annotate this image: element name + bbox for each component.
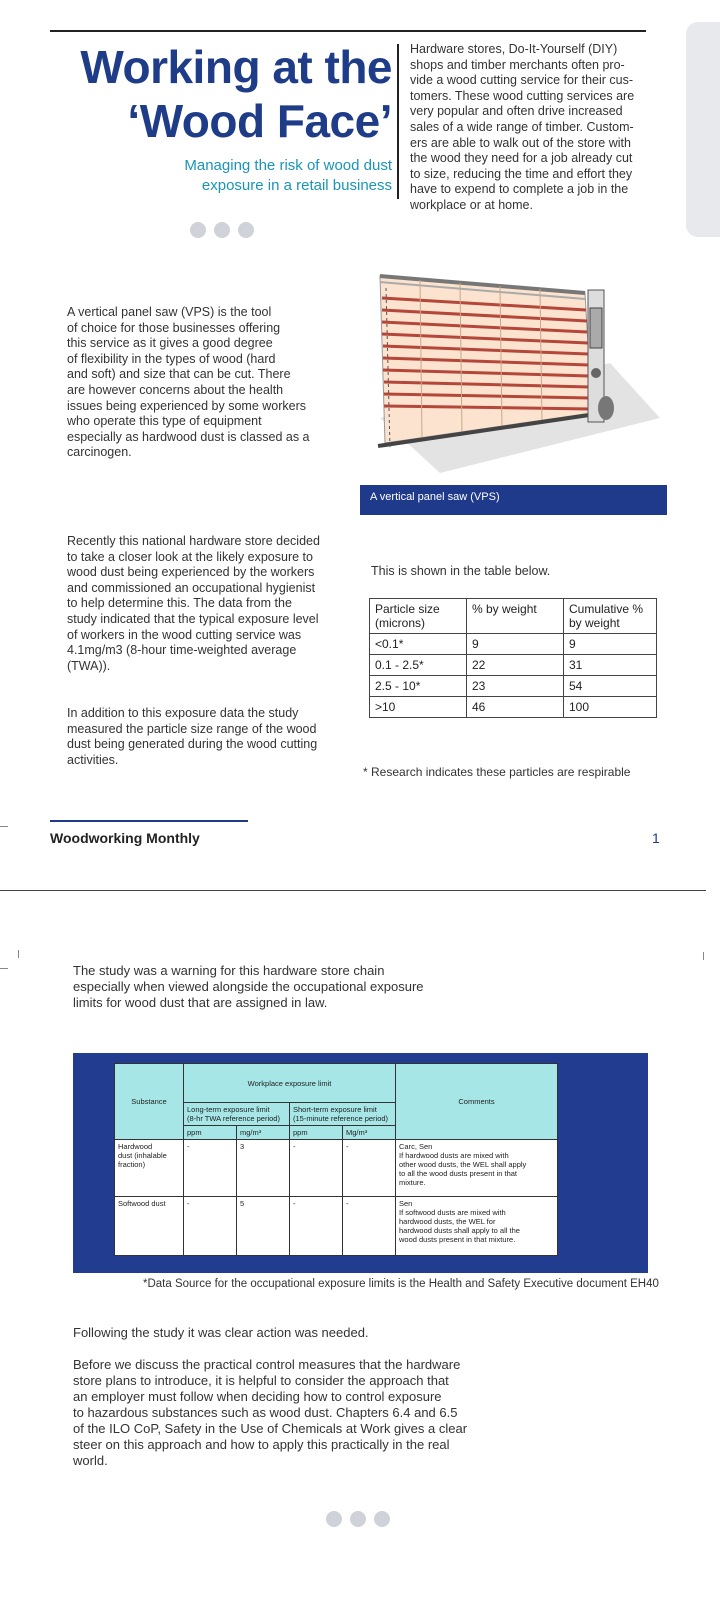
cell: - <box>343 1197 396 1256</box>
footer-rule <box>50 820 248 822</box>
vps-line: carcinogen. <box>67 445 132 460</box>
title-line-1: Working at the <box>80 41 392 93</box>
approach-line: store plans to introduce, it is helpful to consider the approach that <box>73 1373 449 1388</box>
dot <box>374 1511 390 1527</box>
approach-line: steer on this approach and how to apply this practically in the real <box>73 1437 450 1452</box>
title-line-2: ‘Wood Face’ <box>127 95 392 147</box>
subtitle-line-1: Managing the risk of wood dust <box>184 157 392 174</box>
warning-line: limits for wood dust that are assigned in law. <box>73 995 328 1010</box>
unit-mg: mg/m³ <box>237 1126 290 1140</box>
table-row <box>370 697 657 718</box>
header-particle-size: Particle size (microns) <box>370 599 467 634</box>
page-dots-top[interactable] <box>190 222 254 238</box>
wel-header: Workplace exposure limit <box>184 1064 396 1103</box>
cell: - <box>184 1140 237 1197</box>
footer-page-number: 1 <box>652 830 660 846</box>
cell: 9 <box>467 634 564 655</box>
approach-line: Before we discuss the practical control measures that the hardware <box>73 1357 461 1372</box>
warning-line: The study was a warning for this hardware store chain <box>73 963 385 978</box>
table-row <box>370 634 657 655</box>
dust-bag <box>598 396 614 420</box>
approach-line: an employer must follow when deciding how to control exposure <box>73 1389 442 1404</box>
study-line: to take a closer look at the likely exposure to <box>67 549 313 564</box>
header-percent-weight: % by weight <box>467 599 564 634</box>
intro-line: vide a wood cutting service for their cus- <box>410 73 634 88</box>
oel-row-softwood <box>115 1197 558 1256</box>
approach-line: of the ILO CoP, Safety in the Use of Chemicals at Work gives a clear <box>73 1421 468 1436</box>
particle-size-table <box>369 598 657 718</box>
study-line: wood dust being experienced by the workers <box>67 565 315 580</box>
action-line: Following the study it was clear action was needed. <box>73 1325 369 1340</box>
intro-line: very popular and often drive increased <box>410 104 623 119</box>
study-line: Recently this national hardware store decided <box>67 534 320 548</box>
cell: - <box>343 1140 396 1197</box>
exposure-limit-panel <box>73 1053 648 1273</box>
intro-line: workplace or at home. <box>410 197 533 212</box>
study-line: to help determine this. The data from the <box>67 596 292 611</box>
vps-line: of choice for those businesses offering <box>67 320 281 335</box>
cell: <0.1* <box>370 634 467 655</box>
substance-header: Substance <box>115 1064 184 1140</box>
study-line: 4.1mg/m3 (8-hour time-weighted average <box>67 643 297 658</box>
approach-line: world. <box>73 1453 108 1468</box>
image-caption <box>360 485 667 515</box>
intro-line: to size, reducing the time and effort they <box>410 166 633 181</box>
comment-cell: Sen If softwood dusts are mixed with hardwood dusts, the WEL for hardwood dusts shall apply to all the wood dusts present in that mixture. <box>396 1197 558 1256</box>
top-rule <box>50 30 646 32</box>
cell: 100 <box>564 697 657 718</box>
vps-line: A vertical panel saw (VPS) is the tool <box>67 305 272 319</box>
table-row <box>370 655 657 676</box>
vps-line: of flexibility in the types of wood (hard <box>67 351 276 366</box>
dot <box>214 222 230 238</box>
crop-mark <box>18 950 19 958</box>
intro-line: the wood they need for a job already cut <box>410 151 633 166</box>
particle-line: dust being generated during the wood cutting <box>67 737 318 752</box>
unit-ppm: ppm <box>290 1126 343 1140</box>
exposure-limit-table <box>114 1063 558 1256</box>
intro-line: ers are able to walk out of the store with <box>410 135 631 150</box>
cell: - <box>290 1197 343 1256</box>
table-intro: This is shown in the table below. <box>371 564 551 578</box>
intro-line: Hardware stores, Do-It-Yourself (DIY) <box>410 42 618 56</box>
study-line: study indicated that the typical exposure level <box>67 611 319 626</box>
substance-cell: Hardwood dust (inhalable fraction) <box>115 1140 184 1197</box>
saw-motor <box>591 368 601 378</box>
oel-row-hardwood <box>115 1140 558 1197</box>
table-row <box>370 676 657 697</box>
comments-header: Comments <box>396 1064 558 1140</box>
cell: 23 <box>467 676 564 697</box>
saw-carriage <box>590 308 602 348</box>
article-title <box>62 40 392 148</box>
intro-line: have to expend to complete a job in the <box>410 182 629 197</box>
cell: 2.5 - 10* <box>370 676 467 697</box>
cell: 5 <box>237 1197 290 1256</box>
column-divider <box>397 44 399 199</box>
cell: 54 <box>564 676 657 697</box>
dot <box>190 222 206 238</box>
respirable-footnote: * Research indicates these particles are respirable <box>363 765 631 779</box>
vps-line: especially as hardwood dust is classed as a <box>67 429 310 444</box>
short-term-header: Short-term exposure limit (15-minute reference period) <box>290 1103 396 1126</box>
unit-mg: Mg/m³ <box>343 1126 396 1140</box>
cell: 46 <box>467 697 564 718</box>
intro-line: sales of a wide range of timber. Custom- <box>410 119 634 134</box>
page-dots-bottom[interactable] <box>326 1511 390 1527</box>
dot <box>326 1511 342 1527</box>
image-caption-text: A vertical panel saw (VPS) <box>370 491 500 503</box>
vps-line: issues being experienced by some workers <box>67 398 307 413</box>
approach-paragraph <box>73 1357 513 1469</box>
crop-mark <box>703 952 704 960</box>
scrollbar-handle[interactable] <box>686 22 720 237</box>
study-line: and commissioned an occupational hygienist <box>67 580 316 595</box>
vps-line: who operate this type of equipment <box>67 414 262 429</box>
vps-line: are however concerns about the health <box>67 382 284 397</box>
particle-line: In addition to this exposure data the study <box>67 706 299 720</box>
cell: 22 <box>467 655 564 676</box>
intro-paragraph <box>410 42 682 214</box>
cell: 31 <box>564 655 657 676</box>
dot <box>350 1511 366 1527</box>
cell: 0.1 - 2.5* <box>370 655 467 676</box>
subtitle-line-2: exposure in a retail business <box>201 177 392 194</box>
cell: >10 <box>370 697 467 718</box>
intro-line: shops and timber merchants often pro- <box>410 57 625 72</box>
data-source-note: *Data Source for the occupational exposure limits is the Health and Safety Executive document EH40 <box>143 1278 659 1290</box>
page-break <box>0 890 706 891</box>
particle-line: measured the particle size range of the wood <box>67 721 317 736</box>
vps-line: and soft) and size that can be cut. There <box>67 367 291 382</box>
warning-paragraph <box>73 963 473 1011</box>
approach-line: to hazardous substances such as wood dust. Chapters 6.4 and 6.5 <box>73 1405 458 1420</box>
cell: 9 <box>564 634 657 655</box>
cell: - <box>290 1140 343 1197</box>
vertical-panel-saw-illustration <box>360 268 670 483</box>
long-term-header: Long-term exposure limit (8-hr TWA reference period) <box>184 1103 290 1126</box>
article-subtitle <box>120 156 392 196</box>
substance-cell: Softwood dust <box>115 1197 184 1256</box>
footer-magazine-name: Woodworking Monthly <box>50 830 200 846</box>
particle-line: activities. <box>67 752 119 767</box>
cell: 3 <box>237 1140 290 1197</box>
header-cumulative: Cumulative % by weight <box>564 599 657 634</box>
dot <box>238 222 254 238</box>
vps-line: this service as it gives a good degree <box>67 336 273 351</box>
warning-line: especially when viewed alongside the occupational exposure <box>73 979 424 994</box>
unit-ppm: ppm <box>184 1126 237 1140</box>
table-header-row <box>370 599 657 634</box>
crop-mark <box>0 968 8 969</box>
study-paragraph <box>67 534 352 674</box>
study-line: (TWA)). <box>67 658 111 673</box>
particle-paragraph <box>67 706 357 768</box>
study-line: of workers in the wood cutting service was <box>67 627 302 642</box>
cell: - <box>184 1197 237 1256</box>
vps-paragraph <box>67 305 347 461</box>
oel-header-row <box>115 1064 558 1103</box>
comment-cell: Carc, Sen If hardwood dusts are mixed with other wood dusts, the WEL shall apply to all the wood dusts present in that mixture. <box>396 1140 558 1197</box>
crop-mark <box>0 826 8 827</box>
intro-line: tomers. These wood cutting services are <box>410 88 635 103</box>
